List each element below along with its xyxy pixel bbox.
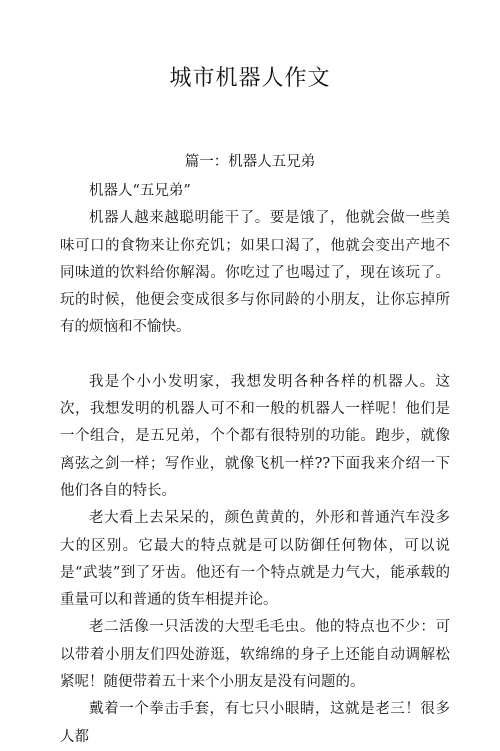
paragraph-heading: 机器人“五兄弟” [89,183,191,199]
paragraph: 老大看上去呆呆的，颜色黄黄的，外形和普通汽车没多大的区别。它最大的特点就是可以防御任何物体，可以说是“武装”到了牙齿。他还有一个特点就是力气大，能承载的重量可以和普通的货车相提并论。 [60,510,450,609]
paragraph: 我是个小小发明家，我想发明各种各样的机器人。这次，我想发明的机器人可不和一般的机器人一样呢！他们是一个组合，是五兄弟，个个都有很特别的功能。跑步，就像离弦之剑一样；写作业，就像飞机一样??下面我来介绍一下他们各自的特长。 [60,373,450,499]
paragraph: 机器人越来越聪明能干了。要是饿了，他就会做一些美味可口的食物来让你充饥；如果口渴了，他就会变出产地不同味道的饮料给你解渴。你吃过了也喝过了，现在该玩了。玩的时候，他便会变成很多与你同龄的小朋友，让你忘掉所有的烦恼和不愉快。 [60,210,450,336]
paragraph: 老二活像一只活泼的大型毛毛虫。他的特点也不少：可以带着小朋友们四处游逛，软绵绵的身子上还能自动调解松紧呢！随便带着五十来个小朋友是没有问题的。 [60,619,450,691]
paragraph: 戴着一个拳击手套，有七只小眼睛，这就是老三！很多人都 [60,701,450,745]
document-title: 城市机器人作文 [169,66,331,91]
section-title: 篇一：机器人五兄弟 [184,154,316,170]
essay-body [60,178,450,751]
